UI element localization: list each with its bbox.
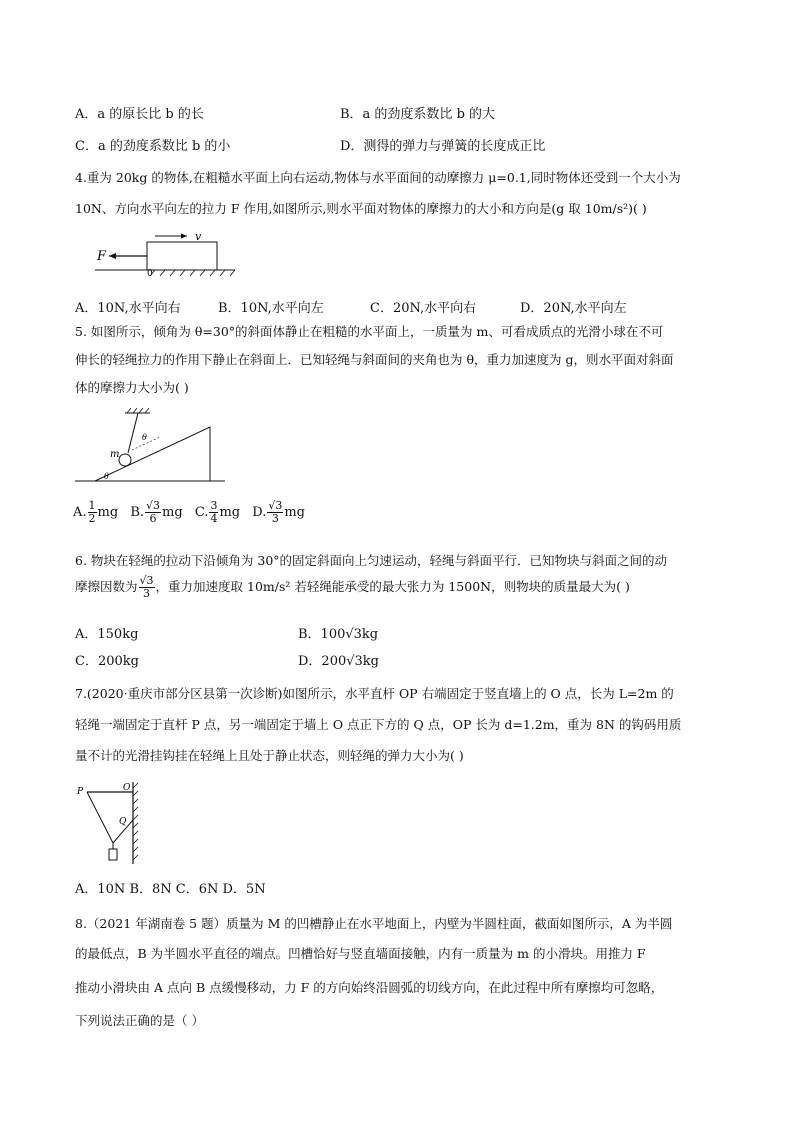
q4-option-d: D．20N,水平向左 [520,301,627,316]
q6-stem-line2: 摩擦因数为 $\frac{√3}{3}$ ，重力加速度取 10m/s² 若轻绳能承受的最大张力为 1500N，则物块的质量最大为( ) [75,574,630,600]
q4-stem-line1: 4.重为 20kg 的物体,在粗糙水平面上向右运动,物体与水平面间的动摩擦力 μ=0.1,同时物体还受到一个大小为 [75,170,681,185]
q4-force-arrowhead [109,253,116,259]
q8-stem-line3: 推动小滑块由 A 点向 B 点缓慢移动，力 F 的方向始终沿圆弧的切线方向，在此过程中所有摩擦均可忽略， [75,980,664,995]
q6-option-b: B．100√3kg [298,627,379,642]
q5-options [73,500,305,525]
q3-option-c: C．a 的劲度系数比 b 的小 [75,139,231,154]
q6-stem-line1: 6. 物块在轻绳的拉动下沿倾角为 30°的固定斜面向上匀速运动，轻绳与斜面平行．已知物块与斜面之间的动 [75,553,668,568]
q5-option-a: A. $\frac{1}{2}$ mg [73,499,119,525]
q5-ball [119,454,131,466]
q7-label-q: Q [119,817,127,827]
q5-option-d: D. $\frac{√3}{3}$ mg [252,499,306,525]
q4-label-v: v [195,230,202,243]
q6-option-d: D．200√3kg [298,654,379,669]
q8-stem-line2: 的最低点，B 为半圆水平直径的端点。凹槽恰好与竖直墙面接触，内有一质量为 m 的小滑块。用推力 F [75,946,646,961]
q5-rope [128,413,138,453]
q7-label-p: P [77,787,84,797]
q4-figure [95,228,245,284]
q7-wall-hatch [133,783,138,860]
q3-option-d: D．测得的弹力与弹簧的长度成正比 [340,139,546,154]
q7-options: A．10N B．8N C．6N D．5N [75,882,266,897]
q4-option-c: C．20N,水平向右 [370,301,477,316]
q6-option-c: C．200kg [75,654,139,669]
q5-figure [70,405,230,487]
q8-stem-line1: 8.（2021 年湖南卷 5 题）质量为 M 的凹槽静止在水平地面上，内壁为半圆柱面，截面如图所示，A 为半圆 [75,916,673,931]
q4-label-o: 0 [147,269,153,279]
q7-weight [109,849,117,860]
q4-stem-line2: 10N、方向水平向左的拉力 F 作用,如图所示,则水平面对物体的摩擦力的大小和方向是(g 取 10m/s²)( ) [75,201,647,216]
q7-rope-left [87,792,113,843]
q5-option-c: C. $\frac{3}{4}$ mg [194,499,241,525]
q5-option-b: B. $\frac{√3}{6}$ mg [130,499,183,525]
q6-option-a: A．150kg [75,627,139,642]
q7-label-o: O [123,783,131,793]
q7-stem-line2: 轻绳一端固定于直杆 P 点，另一端固定于墙上 O 点正下方的 Q 点，OP 长为 d=1.2m，重为 8N 的钩码用质 [75,717,682,732]
q4-label-f: F [97,249,107,264]
q5-label-theta-bottom: θ [104,472,109,481]
q5-label-theta-top: θ [142,433,147,442]
q5-stem-line2: 伸长的轻绳拉力的作用下静止在斜面上．已知轻绳与斜面间的夹角也为 θ，重力加速度为 g，则水平面对斜面 [75,352,674,367]
q7-stem-line3: 量不计的光滑挂钩挂在轻绳上且处于静止状态，则轻绳的弹力大小为( ) [75,748,464,763]
q7-figure [75,780,155,866]
q4-velocity-arrowhead [181,234,187,239]
q8-stem-line4: 下列说法正确的是（ ） [75,1013,204,1028]
q4-block [147,242,217,270]
q7-stem-line1: 7.(2020·重庆市部分区县第一次诊断)如图所示，水平直杆 OP 右端固定于竖直墙上的 O 点，长为 L=2m 的 [75,686,674,701]
q4-option-b: B．10N,水平向左 [218,301,324,316]
q3-option-b: B．a 的劲度系数比 b 的大 [340,107,496,122]
q5-ceiling-hatch [127,408,149,413]
q5-label-m: m [110,449,120,460]
q5-stem-line1: 5. 如图所示，倾角为 θ=30°的斜面体静止在粗糙的水平面上，一质量为 m、可看成质点的光滑小球在不可 [75,324,664,339]
q4-ground-hatch [150,270,235,276]
q3-option-a: A．a 的原长比 b 的长 [75,107,204,122]
q5-stem-line3: 体的摩擦力大小为( ) [75,380,189,395]
q4-option-a: A．10N,水平向右 [75,301,181,316]
